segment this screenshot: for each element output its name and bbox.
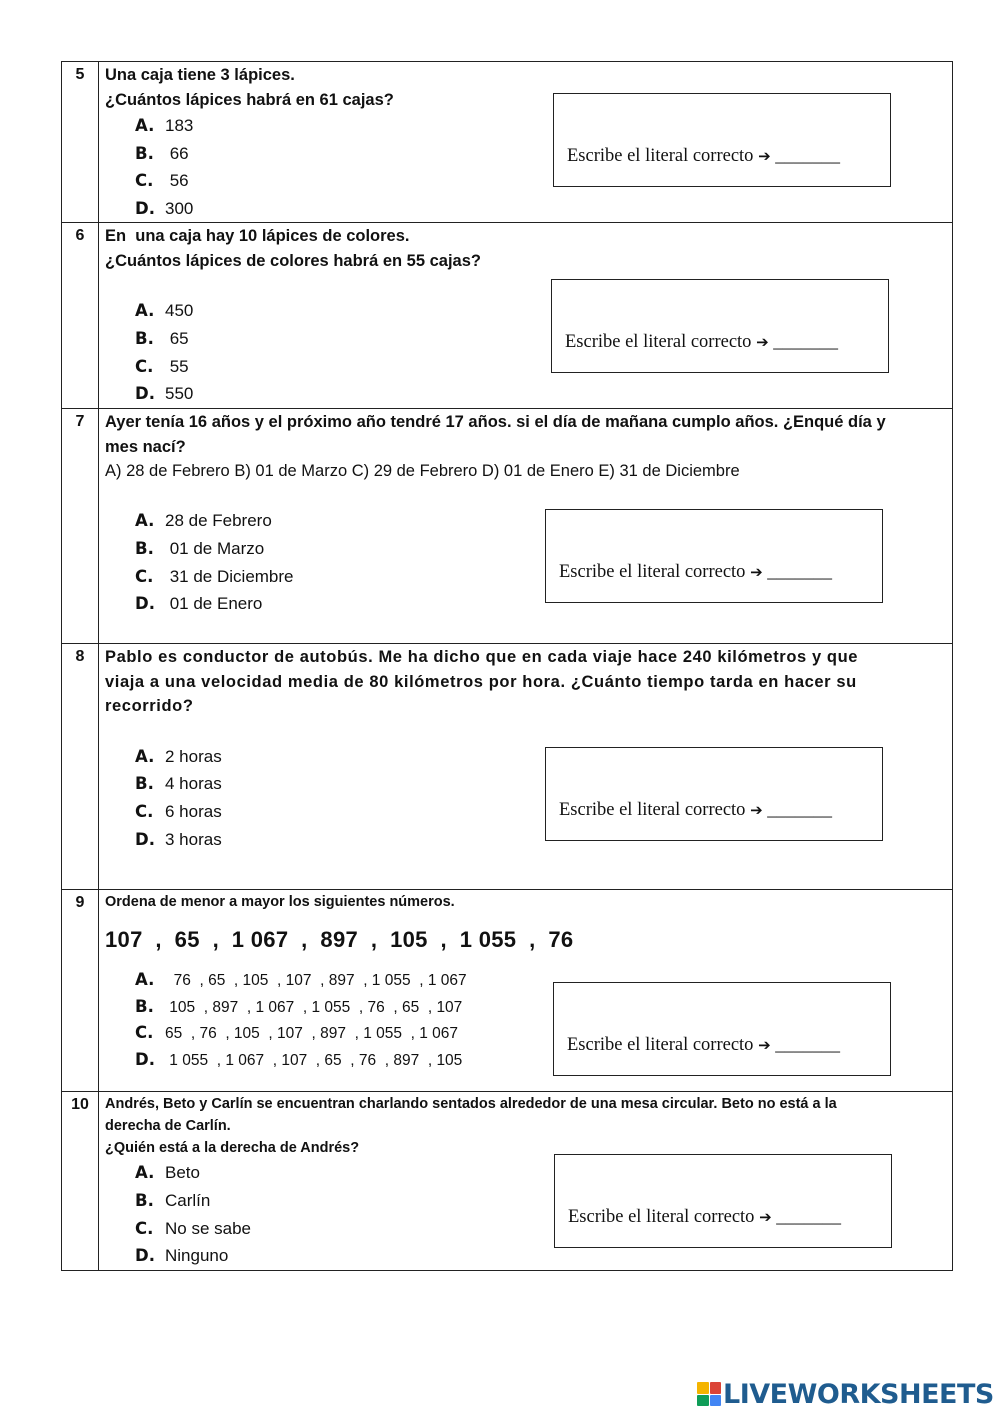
option-d: D. 01 de Enero	[135, 594, 263, 614]
question-row-7	[62, 409, 953, 644]
question-number: 8	[62, 644, 99, 890]
arrow-right-icon: ➔	[756, 333, 769, 352]
question-text: Andrés, Beto y Carlín se encuentran charlando sentados alrededor de una mesa circular. Beto no está a la derecha de Carlín. ¿Quién está a la derecha de Andrés?	[105, 1096, 837, 1157]
question-body	[99, 1092, 953, 1271]
arrow-right-icon: ➔	[758, 147, 771, 165]
question-text: En una caja hay 10 lápices de colores. ¿Cuántos lápices de colores habrá en 55 cajas?	[105, 227, 481, 270]
answer-prompt: Escribe el literal correcto ➔ _______	[567, 146, 841, 166]
liveworksheets-logo-icon	[697, 1382, 721, 1406]
question-body	[99, 62, 953, 223]
question-row-5	[62, 62, 953, 223]
answer-box[interactable]	[545, 747, 883, 841]
option-a: A. 2 horas	[135, 746, 222, 766]
question-number: 10	[62, 1092, 99, 1271]
question-number: 7	[62, 409, 99, 644]
option-c: C. 6 horas	[135, 802, 222, 822]
option-c: C. 31 de Diciembre	[135, 566, 294, 586]
answer-prompt: Escribe el literal correcto ➔ _______	[559, 800, 833, 821]
option-a: A. 28 de Febrero	[135, 511, 272, 531]
question-number: 6	[62, 223, 99, 409]
question-body	[99, 223, 953, 409]
option-b: B. 66	[135, 143, 189, 163]
liveworksheets-logo	[697, 1378, 994, 1410]
question-number: 9	[62, 890, 99, 1092]
answer-box[interactable]	[553, 982, 891, 1076]
numbers-to-order: 107 , 65 , 1 067 , 897 , 105 , 1 055 , 76	[105, 927, 574, 953]
brand-name: LIVEWORKSHEETS	[723, 1378, 994, 1410]
option-a: A. 76 , 65 , 105 , 107 , 897 , 1 055 , 1 067	[135, 970, 467, 990]
option-b: B. Carlín	[135, 1190, 211, 1210]
question-body	[99, 890, 953, 1092]
option-b: B. 105 , 897 , 1 067 , 1 055 , 76 , 65 , 107	[135, 996, 463, 1016]
question-text: Ordena de menor a mayor los siguientes números.	[105, 894, 455, 911]
option-d: D. 3 horas	[135, 829, 222, 849]
option-a: A. 450	[135, 301, 194, 321]
question-row-9	[62, 890, 953, 1092]
question-body	[99, 409, 953, 644]
question-row-6	[62, 223, 953, 409]
option-c: C. 65 , 76 , 105 , 107 , 897 , 1 055 , 1 067	[135, 1023, 458, 1043]
option-c: C. No se sabe	[135, 1218, 251, 1238]
arrow-right-icon: ➔	[750, 563, 763, 582]
question-row-10	[62, 1092, 953, 1271]
option-c: C. 56	[135, 171, 189, 191]
answer-box[interactable]	[554, 1154, 892, 1248]
arrow-right-icon: ➔	[758, 1036, 771, 1055]
option-b: B. 01 de Marzo	[135, 538, 265, 558]
answer-prompt: Escribe el literal correcto ➔ _______	[559, 562, 833, 583]
option-b: B. 4 horas	[135, 774, 222, 794]
question-text: Ayer tenía 16 años y el próximo año tendré 17 años. si el día de mañana cumplo años. ¿Enqué día y mes nací?	[105, 413, 886, 456]
question-text: Una caja tiene 3 lápices. ¿Cuántos lápices habrá en 61 cajas?	[105, 66, 394, 109]
option-d: D. 1 055 , 1 067 , 107 , 65 , 76 , 897 , 105	[135, 1049, 463, 1069]
worksheet-table	[61, 61, 953, 1271]
answer-box[interactable]	[545, 509, 883, 603]
answer-prompt: Escribe el literal correcto ➔ _______	[567, 1035, 841, 1056]
question-body	[99, 644, 953, 890]
arrow-right-icon: ➔	[759, 1208, 772, 1227]
option-d: D. Ninguno	[135, 1246, 229, 1266]
question-row-8	[62, 644, 953, 890]
answer-prompt: Escribe el literal correcto ➔ _______	[568, 1207, 842, 1228]
option-d: D. 300	[135, 198, 194, 218]
question-choices-inline: A) 28 de Febrero B) 01 de Marzo C) 29 de Febrero D) 01 de Enero E) 31 de Diciembre	[105, 462, 740, 481]
question-number: 5	[62, 62, 99, 223]
option-a: A. Beto	[135, 1163, 200, 1183]
option-c: C. 55	[135, 356, 189, 376]
option-a: A. 183	[135, 116, 194, 135]
arrow-right-icon: ➔	[750, 801, 763, 820]
question-text: Pablo es conductor de autobús. Me ha dicho que en cada viaje hace 240 kilómetros y que viaja a una velocidad media de 80 kilómetros por hora. ¿Cuánto tiempo tarda en hacer su recorrido?	[105, 648, 859, 716]
option-b: B. 65	[135, 328, 189, 348]
answer-box[interactable]	[551, 279, 889, 373]
answer-box[interactable]	[553, 93, 891, 187]
answer-prompt: Escribe el literal correcto ➔ _______	[565, 332, 839, 353]
option-d: D. 550	[135, 384, 194, 404]
